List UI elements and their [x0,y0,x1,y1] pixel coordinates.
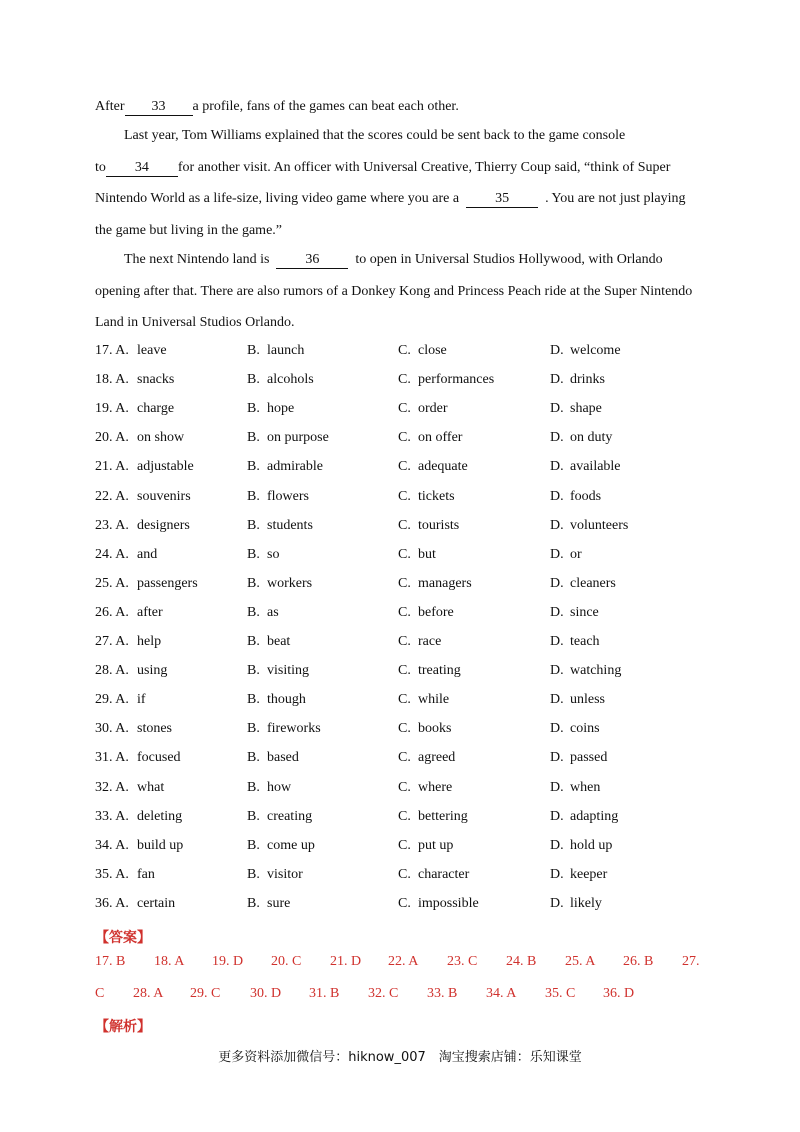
answer-item: 20. C [271,954,302,969]
blank-34: 34 [106,160,178,177]
option-letter-b: B. [247,489,260,504]
option-letter-d: D. [550,663,564,678]
passage-line-8: Land in Universal Studios Orlando. [95,315,295,330]
option-row [95,546,715,564]
option-letter-c: C. [398,838,411,853]
option-letter-d: D. [550,896,564,911]
answer-item: 35. C [545,986,576,1001]
passage-line-3 [95,159,670,177]
option-letter-d: D. [550,692,564,707]
answer-item: 22. A [388,954,419,969]
answer-item: 26. B [623,954,654,969]
option-c: tourists [418,518,460,533]
answer-item: 17. B [95,954,126,969]
answer-item: 33. B [427,986,458,1001]
option-letter-b: B. [247,692,260,707]
option-letter-b: B. [247,459,260,474]
answer-item: 32. C [368,986,399,1001]
option-letter-d: D. [550,343,564,358]
option-c: close [418,343,447,358]
option-a: adjustable [137,459,194,474]
option-row [95,458,715,476]
option-letter-c: C. [398,750,411,765]
option-letter-c: C. [398,518,411,533]
option-letter-c: C. [398,605,411,620]
option-d: foods [570,489,602,504]
option-letter-b: B. [247,401,260,416]
option-letter-d: D. [550,838,564,853]
option-letter-b: B. [247,721,260,736]
option-letter-b: B. [247,576,260,591]
option-row [95,749,715,767]
analysis-heading: 【解析】 [95,1020,151,1035]
option-letter-d: D. [550,721,564,736]
option-letter-c: C. [398,663,411,678]
text-segment: for another visit. An officer with Universal Creative, Thierry Coup said, “think of Super [177,160,671,175]
option-letter-d: D. [550,401,564,416]
option-d: unless [570,692,605,707]
option-a: souvenirs [137,489,191,504]
option-row [95,633,715,651]
option-a: snacks [137,372,175,387]
passage-line-6 [124,251,663,269]
option-letter-c: C. [398,489,411,504]
answer-item: 31. B [309,986,340,1001]
option-row [95,808,715,826]
option-c: character [418,867,470,882]
option-c: adequate [418,459,468,474]
answer-item: 36. D [603,986,635,1001]
option-letter-c: C. [398,459,411,474]
question-number: 35. A. [95,867,129,882]
option-c: treating [418,663,461,678]
text-segment: The next Nintendo land is [124,252,270,267]
answer-heading: 【答案】 [95,931,151,946]
option-a: help [137,634,162,649]
option-letter-d: D. [550,867,564,882]
question-number: 26. A. [95,605,129,620]
option-row [95,342,715,360]
text-segment: Nintendo World as a life-size, living video game where you are a [95,191,460,206]
option-letter-c: C. [398,809,411,824]
question-number: 29. A. [95,692,129,707]
option-b: on purpose [267,430,329,445]
option-a: and [137,547,158,562]
option-d: welcome [570,343,621,358]
option-b: flowers [267,489,309,504]
question-number: 27. A. [95,634,129,649]
option-b: visitor [267,867,303,882]
blank-36: 36 [276,252,348,269]
question-number: 21. A. [95,459,129,474]
option-b: how [267,780,292,795]
option-row [95,895,715,913]
question-number: 32. A. [95,780,129,795]
question-number: 19. A. [95,401,129,416]
option-row [95,575,715,593]
option-letter-c: C. [398,576,411,591]
option-d: or [570,547,582,562]
option-b: sure [267,896,291,911]
option-letter-b: B. [247,518,260,533]
answer-item: 18. A [154,954,185,969]
option-letter-b: B. [247,372,260,387]
option-b: hope [267,401,295,416]
option-a: designers [137,518,190,533]
answer-item: 21. D [330,954,362,969]
question-number: 33. A. [95,809,129,824]
option-row [95,400,715,418]
text-segment: to open in Universal Studios Hollywood, with Orlando [355,252,663,267]
answer-row-2 [0,986,800,1006]
option-b: based [267,750,299,765]
option-a: passengers [137,576,198,591]
option-letter-c: C. [398,692,411,707]
passage-line-5: the game but living in the game.” [95,223,283,238]
option-c: impossible [418,896,479,911]
option-letter-d: D. [550,518,564,533]
option-b: launch [267,343,305,358]
option-row [95,866,715,884]
option-letter-b: B. [247,343,260,358]
option-d: volunteers [570,518,629,533]
option-c: before [418,605,454,620]
option-row [95,662,715,680]
question-number: 18. A. [95,372,129,387]
option-letter-b: B. [247,896,260,911]
option-d: drinks [570,372,605,387]
option-row [95,371,715,389]
option-letter-d: D. [550,547,564,562]
option-letter-b: B. [247,867,260,882]
passage-line-7: opening after that. There are also rumors of a Donkey Kong and Princess Peach ride at the Super Nintendo [95,284,693,299]
option-d: coins [570,721,600,736]
option-c: on offer [418,430,463,445]
option-letter-d: D. [550,372,564,387]
option-letter-b: B. [247,750,260,765]
option-letter-c: C. [398,867,411,882]
option-row [95,837,715,855]
option-d: teach [570,634,600,649]
option-a: focused [137,750,181,765]
option-letter-b: B. [247,838,260,853]
option-letter-d: D. [550,750,564,765]
option-d: on duty [570,430,613,445]
option-letter-d: D. [550,780,564,795]
text-segment: a profile, fans of the games can beat each other. [192,99,459,114]
option-a: after [137,605,163,620]
option-b: students [267,518,313,533]
option-b: admirable [267,459,323,474]
answer-item: 29. C [190,986,221,1001]
option-c: put up [418,838,454,853]
option-d: adapting [570,809,619,824]
question-number: 22. A. [95,489,129,504]
blank-33: 33 [125,99,193,116]
option-d: shape [570,401,602,416]
option-letter-b: B. [247,780,260,795]
option-c: tickets [418,489,455,504]
option-a: stones [137,721,172,736]
text-segment: to [95,160,106,175]
option-d: since [570,605,599,620]
answer-item: 24. B [506,954,537,969]
option-b: alcohols [267,372,314,387]
option-letter-c: C. [398,780,411,795]
option-c: agreed [418,750,456,765]
option-a: if [137,692,146,707]
option-c: race [418,634,442,649]
option-d: available [570,459,621,474]
option-letter-d: D. [550,634,564,649]
option-letter-d: D. [550,809,564,824]
passage-line-4 [95,190,685,208]
option-b: though [267,692,306,707]
answer-item: 19. D [212,954,244,969]
option-b: as [267,605,279,620]
question-number: 17. A. [95,343,129,358]
option-letter-d: D. [550,459,564,474]
question-number: 30. A. [95,721,129,736]
option-a: on show [137,430,185,445]
question-number: 28. A. [95,663,129,678]
answer-item: 30. D [250,986,282,1001]
option-letter-c: C. [398,372,411,387]
option-letter-b: B. [247,663,260,678]
option-a: charge [137,401,175,416]
question-number: 25. A. [95,576,129,591]
text-segment: After [95,99,125,114]
option-b: workers [267,576,313,591]
passage-line-2: Last year, Tom Williams explained that the scores could be sent back to the game console [124,128,626,143]
question-number: 36. A. [95,896,129,911]
option-row [95,691,715,709]
passage-line-1 [95,98,459,116]
option-b: so [267,547,280,562]
question-number: 20. A. [95,430,129,445]
option-letter-d: D. [550,605,564,620]
option-c: where [418,780,453,795]
footer-note: 更多资料添加微信号：hiknow_007 淘宝搜索店铺：乐知课堂 [218,1050,582,1065]
option-d: keeper [570,867,608,882]
option-c: bettering [418,809,468,824]
option-letter-c: C. [398,634,411,649]
option-row [95,604,715,622]
option-letter-c: C. [398,430,411,445]
answer-item: 23. C [447,954,478,969]
option-letter-d: D. [550,489,564,504]
answer-item: 34. A [486,986,517,1001]
blank-35: 35 [466,191,538,208]
option-letter-c: C. [398,401,411,416]
option-letter-c: C. [398,343,411,358]
option-letter-d: D. [550,430,564,445]
option-letter-b: B. [247,809,260,824]
option-b: fireworks [267,721,321,736]
answer-item: 27. [682,954,700,969]
answer-item: 25. A [565,954,596,969]
option-letter-b: B. [247,430,260,445]
option-c: books [418,721,452,736]
option-b: come up [267,838,315,853]
option-b: beat [267,634,291,649]
answer-item: C [95,986,105,1001]
option-a: build up [137,838,184,853]
question-number: 24. A. [95,547,129,562]
option-letter-b: B. [247,605,260,620]
option-a: leave [137,343,167,358]
option-a: certain [137,896,176,911]
option-d: watching [570,663,622,678]
option-c: managers [418,576,472,591]
option-row [95,429,715,447]
option-a: fan [137,867,155,882]
option-letter-d: D. [550,576,564,591]
option-row [95,779,715,797]
question-number: 23. A. [95,518,129,533]
option-d: when [570,780,601,795]
option-row [95,488,715,506]
answer-item: 28. A [133,986,164,1001]
question-number: 34. A. [95,838,129,853]
option-c: while [418,692,450,707]
question-number: 31. A. [95,750,129,765]
option-a: what [137,780,165,795]
option-b: visiting [267,663,310,678]
option-letter-c: C. [398,896,411,911]
option-row [95,517,715,535]
option-c: but [418,547,436,562]
option-d: hold up [570,838,613,853]
option-d: likely [570,896,602,911]
option-c: performances [418,372,495,387]
option-letter-b: B. [247,634,260,649]
option-row [95,720,715,738]
text-segment: . You are not just playing [545,191,686,206]
option-a: using [137,663,168,678]
option-letter-c: C. [398,547,411,562]
option-letter-b: B. [247,547,260,562]
option-d: cleaners [570,576,616,591]
answer-row-1 [0,954,800,974]
option-c: order [418,401,448,416]
option-a: deleting [137,809,183,824]
option-letter-c: C. [398,721,411,736]
option-d: passed [570,750,608,765]
option-b: creating [267,809,313,824]
